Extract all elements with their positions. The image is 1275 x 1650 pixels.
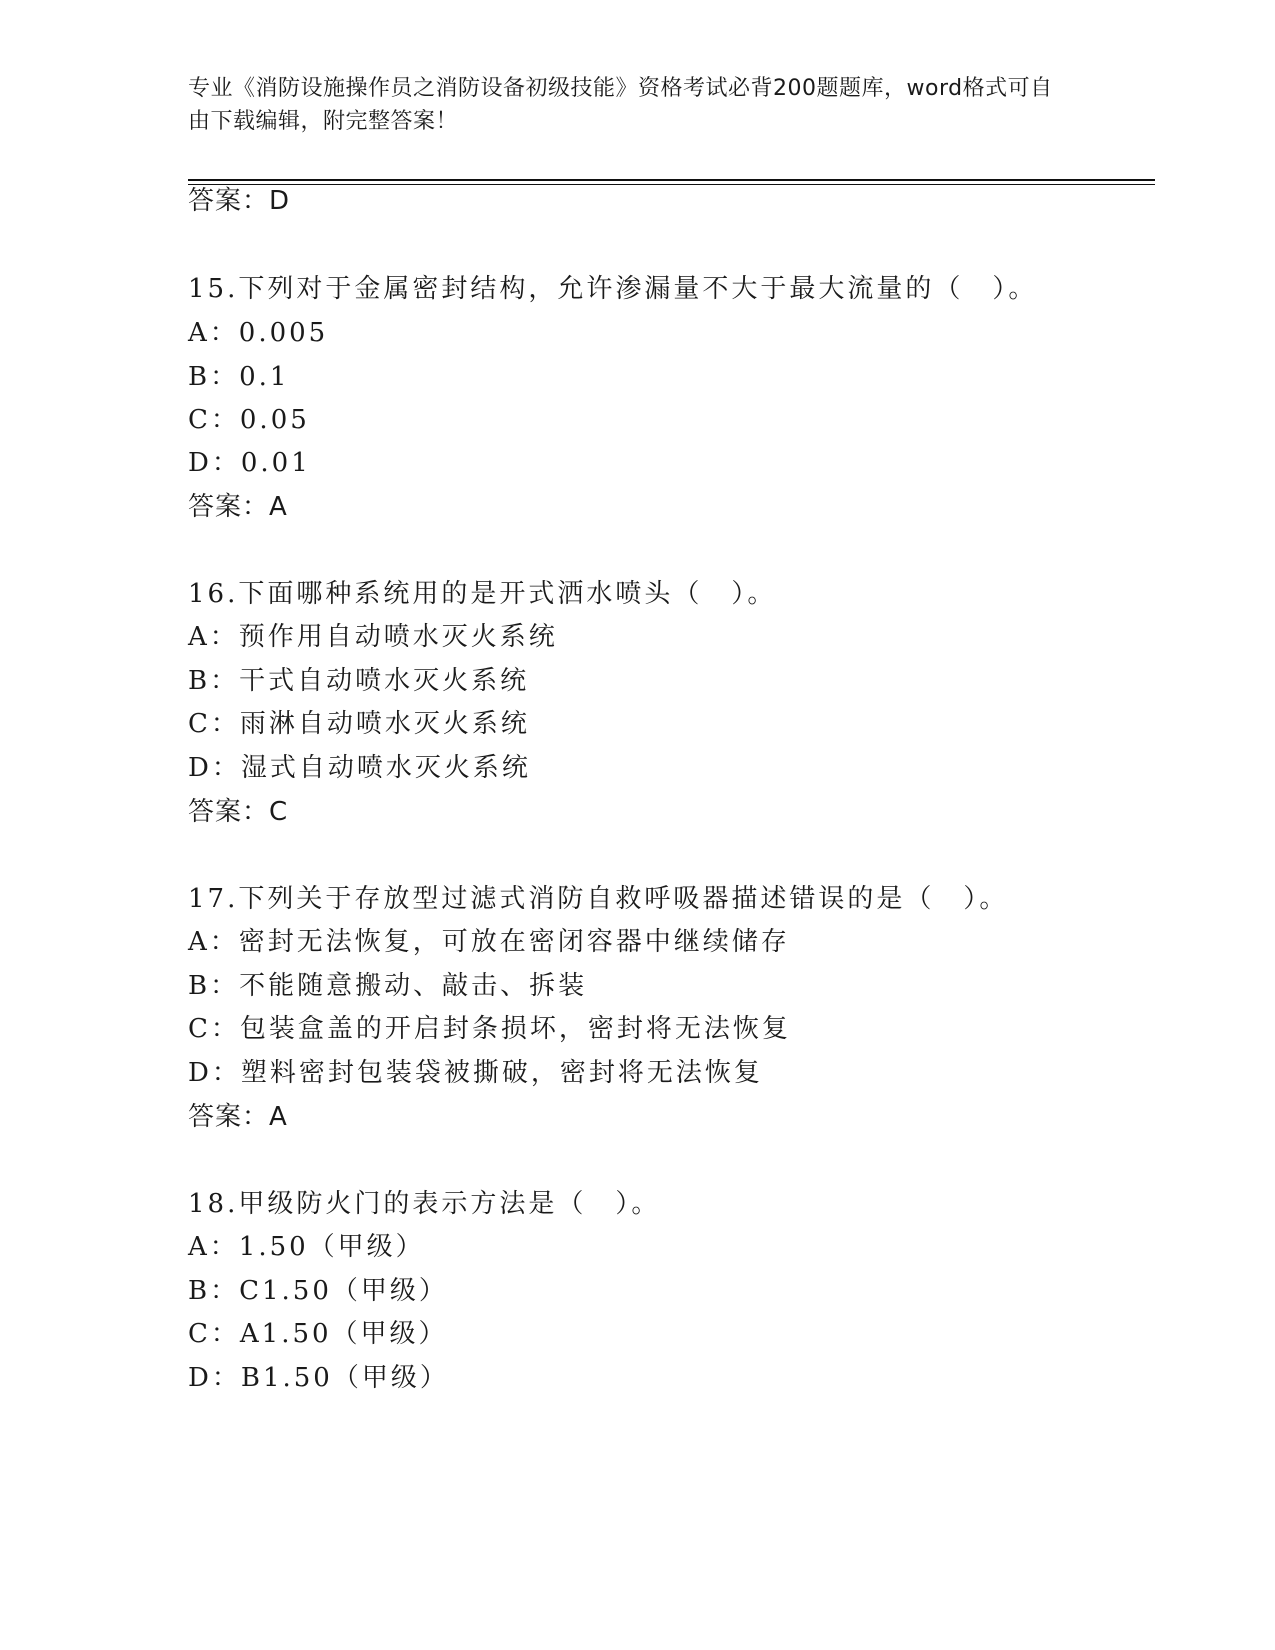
document-intro: 专业《消防设施操作员之消防设备初级技能》资格考试必背200题题库，word格式可自由下载编辑，附完整答案！: [188, 76, 1053, 134]
header-divider: [188, 179, 1155, 181]
option-a: A：预作用自动喷水灭火系统: [188, 622, 558, 652]
question-stem: 15.下列对于金属密封结构，允许渗漏量不大于最大流量的（ ）。: [188, 274, 1038, 304]
answer-line: 答案：A: [188, 1102, 288, 1132]
option-a: A：0.005: [188, 318, 329, 348]
header-divider-thin: [188, 184, 1155, 185]
option-c: C：雨淋自动喷水灭火系统: [188, 709, 530, 739]
option-a: A：1.50（甲级）: [188, 1232, 425, 1262]
option-d: D：塑料密封包装袋被撕破，密封将无法恢复: [188, 1058, 763, 1088]
question-stem: 16.下面哪种系统用的是开式洒水喷头（ ）。: [188, 579, 777, 609]
answer-line: 答案：D: [188, 186, 291, 216]
option-c: C：包装盒盖的开启封条损坏，密封将无法恢复: [188, 1014, 791, 1044]
option-d: D：湿式自动喷水灭火系统: [188, 753, 531, 783]
option-a: A：密封无法恢复，可放在密闭容器中继续储存: [188, 927, 790, 957]
answer-line: 答案：C: [188, 797, 289, 827]
option-d: D：0.01: [188, 448, 311, 478]
option-c: C：A1.50（甲级）: [188, 1319, 448, 1349]
option-b: B：0.1: [188, 362, 290, 392]
option-d: D：B1.50（甲级）: [188, 1363, 449, 1393]
option-b: B：不能随意搬动、敲击、拆装: [188, 971, 588, 1001]
option-b: B：干式自动喷水灭火系统: [188, 666, 530, 696]
question-stem: 17.下列关于存放型过滤式消防自救呼吸器描述错误的是（ ）。: [188, 884, 1009, 914]
option-c: C：0.05: [188, 405, 310, 435]
option-b: B：C1.50（甲级）: [188, 1276, 448, 1306]
question-stem: 18.甲级防火门的表示方法是（ ）。: [188, 1189, 661, 1219]
answer-line: 答案：A: [188, 492, 288, 522]
